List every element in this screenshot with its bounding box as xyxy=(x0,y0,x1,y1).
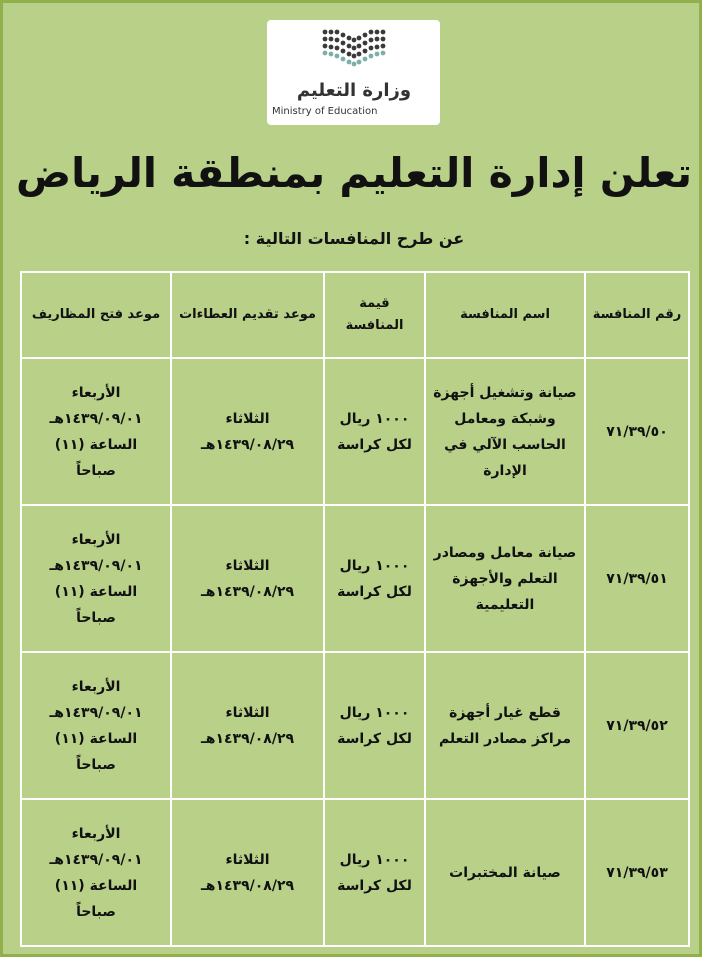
tender-number: ٧١/٣٩/٥٢ xyxy=(585,652,689,799)
page-subtitle: عن طرح المنافسات التالية : xyxy=(243,229,465,248)
submission-day: الثلاثاء xyxy=(225,704,270,721)
submission-date: ١٤٣٩/٠٨/٢٩هـ xyxy=(200,583,295,600)
opening-date-cell xyxy=(21,799,171,946)
tender-price: ١٠٠٠ ريال xyxy=(339,410,410,427)
opening-date-cell xyxy=(21,358,171,505)
opening-day: الأربعاء xyxy=(71,678,121,695)
table-row xyxy=(21,652,689,799)
submission-date: ١٤٣٩/٠٨/٢٩هـ xyxy=(200,436,295,453)
opening-period: صباحاً xyxy=(76,903,116,920)
table-row xyxy=(21,799,689,946)
opening-time: الساعة (١١) xyxy=(54,877,138,894)
tender-value xyxy=(324,652,425,799)
opening-period: صباحاً xyxy=(76,609,116,626)
header-value: قيمة المنافسة xyxy=(324,272,425,358)
tender-name: صيانة معامل ومصادر التعلم والأجهزة التعليمية xyxy=(425,505,585,652)
header-number: رقم المنافسة xyxy=(585,272,689,358)
logo-english-text: Ministry of Education xyxy=(272,106,378,117)
tender-number: ٧١/٣٩/٥٠ xyxy=(585,358,689,505)
header-opening: موعد فتح المظاريف xyxy=(21,272,171,358)
ministry-logo xyxy=(267,20,440,125)
header-submission: موعد تقديم العطاءات xyxy=(171,272,324,358)
opening-day: الأربعاء xyxy=(71,384,121,401)
tender-price-unit: لكل كراسة xyxy=(337,730,412,747)
page-title: تعلن إدارة التعليم بمنطقة الرياض xyxy=(16,149,692,197)
opening-period: صباحاً xyxy=(76,756,116,773)
submission-date-cell xyxy=(171,652,324,799)
tender-value xyxy=(324,505,425,652)
tender-price: ١٠٠٠ ريال xyxy=(339,704,410,721)
tender-name: صيانة وتشغيل أجهزة وشبكة ومعامل الحاسب الآلي في الإدارة xyxy=(425,358,585,505)
submission-day: الثلاثاء xyxy=(225,851,270,868)
tender-price-unit: لكل كراسة xyxy=(337,877,412,894)
opening-date-cell xyxy=(21,652,171,799)
tender-price-unit: لكل كراسة xyxy=(337,583,412,600)
submission-day: الثلاثاء xyxy=(225,557,270,574)
table-row xyxy=(21,505,689,652)
submission-date-cell xyxy=(171,358,324,505)
submission-date-cell xyxy=(171,505,324,652)
tender-price: ١٠٠٠ ريال xyxy=(339,557,410,574)
submission-day: الثلاثاء xyxy=(225,410,270,427)
submission-date: ١٤٣٩/٠٨/٢٩هـ xyxy=(200,877,295,894)
tender-name: صيانة المختبرات xyxy=(425,799,585,946)
logo-arabic-text: وزارة التعليم xyxy=(296,80,412,101)
opening-date: ١٤٣٩/٠٩/٠١هـ xyxy=(49,410,143,427)
tender-price-unit: لكل كراسة xyxy=(337,436,412,453)
opening-time: الساعة (١١) xyxy=(54,583,138,600)
tender-value xyxy=(324,799,425,946)
submission-date: ١٤٣٩/٠٨/٢٩هـ xyxy=(200,730,295,747)
opening-time: الساعة (١١) xyxy=(54,730,138,747)
opening-date: ١٤٣٩/٠٩/٠١هـ xyxy=(49,704,143,721)
tender-name: قطع غيار أجهزة مراكز مصادر التعلم xyxy=(425,652,585,799)
opening-date: ١٤٣٩/٠٩/٠١هـ xyxy=(49,557,143,574)
ministry-emblem-icon xyxy=(321,26,387,70)
tender-number: ٧١/٣٩/٥٣ xyxy=(585,799,689,946)
submission-date-cell xyxy=(171,799,324,946)
tender-number: ٧١/٣٩/٥١ xyxy=(585,505,689,652)
tender-price: ١٠٠٠ ريال xyxy=(339,851,410,868)
opening-day: الأربعاء xyxy=(71,531,121,548)
opening-date: ١٤٣٩/٠٩/٠١هـ xyxy=(49,851,143,868)
opening-date-cell xyxy=(21,505,171,652)
header-name: اسم المنافسة xyxy=(425,272,585,358)
tenders-table xyxy=(20,271,690,947)
table-row xyxy=(21,358,689,505)
opening-day: الأربعاء xyxy=(71,825,121,842)
tender-value xyxy=(324,358,425,505)
table-header-row xyxy=(21,272,689,358)
opening-period: صباحاً xyxy=(76,462,116,479)
opening-time: الساعة (١١) xyxy=(54,436,138,453)
